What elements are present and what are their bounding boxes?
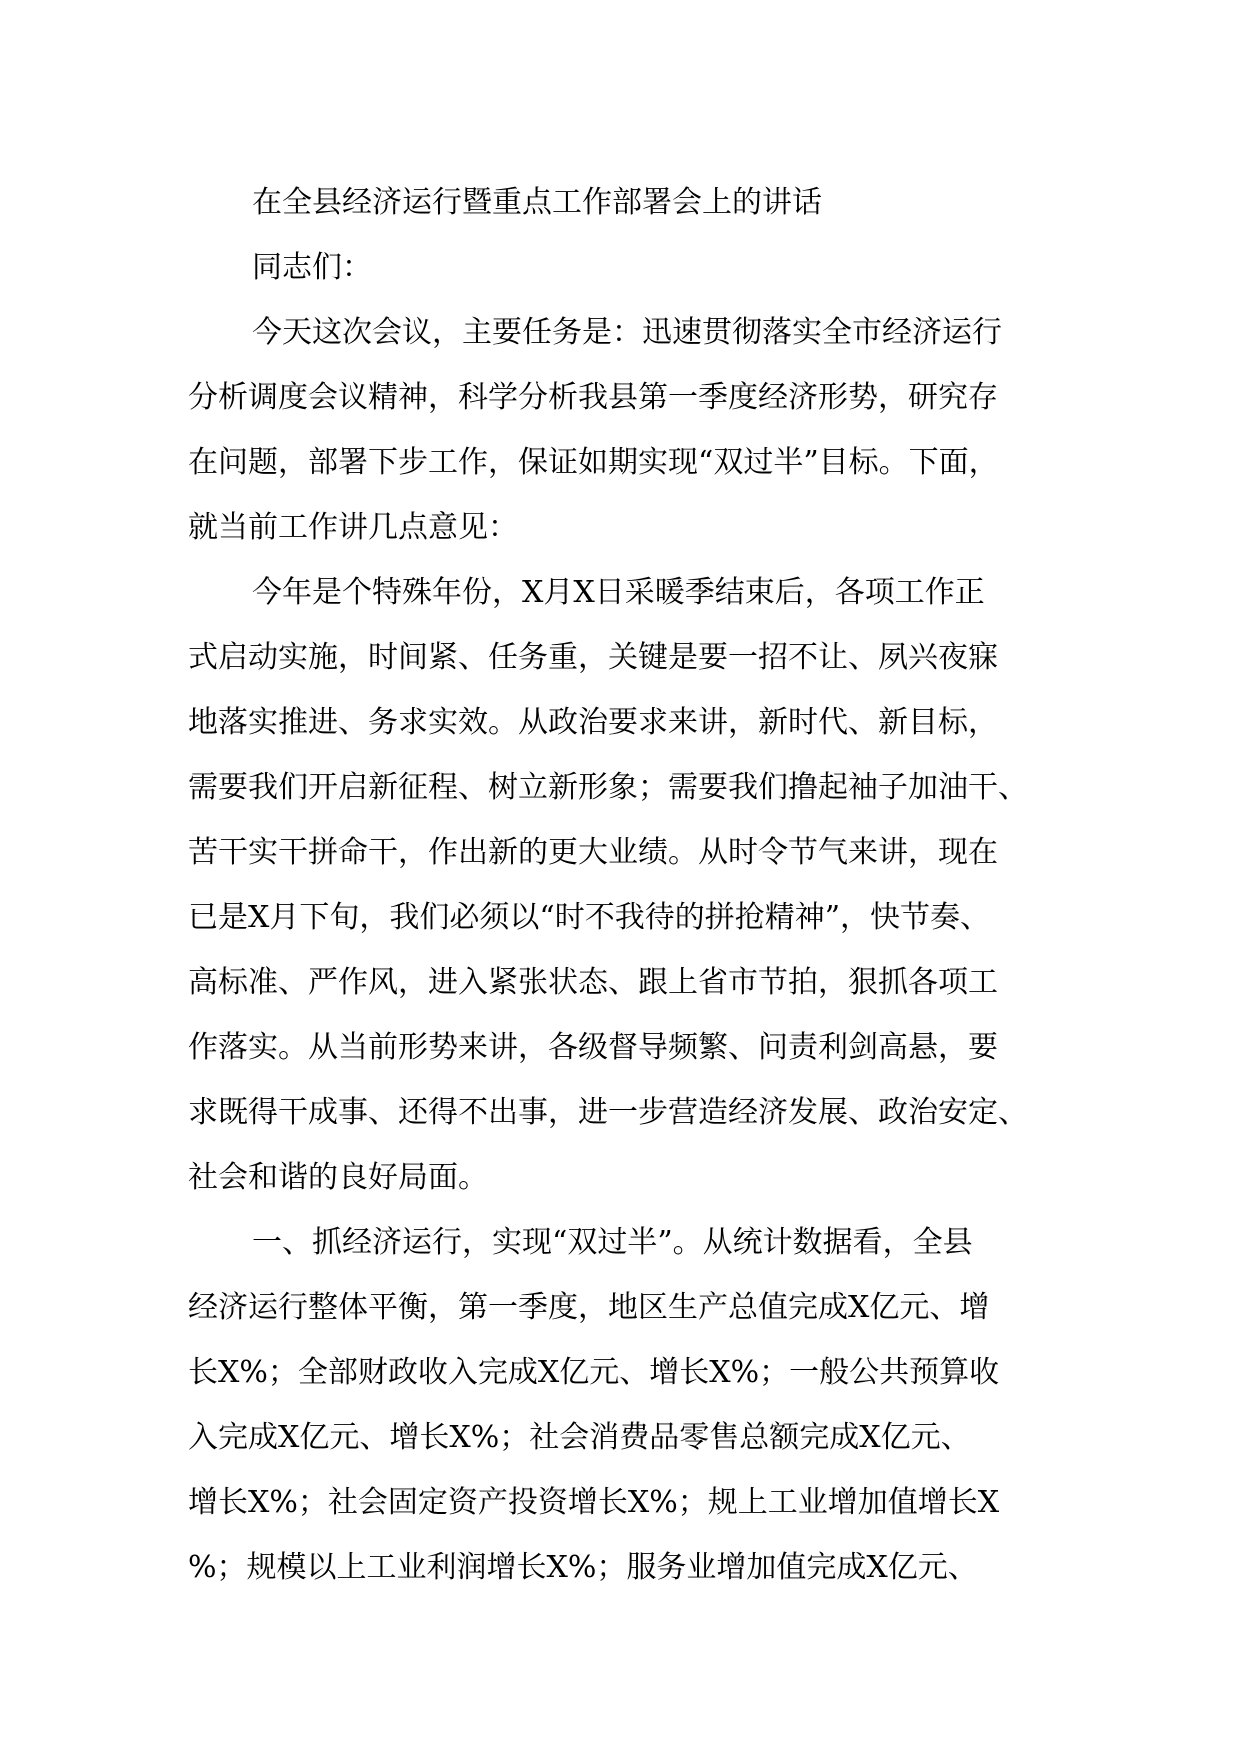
text-line: 式启动实施，时间紧、任务重，关键是要一招不让、夙兴夜寐: [188, 640, 998, 675]
text-line: %；规模以上工业利润增长X%；服务业增加值完成X亿元、: [188, 1550, 978, 1585]
text-line: 增长X%；社会固定资产投资增长X%；规上工业增加值增长X: [188, 1485, 1000, 1520]
text-line: 长X%；全部财政收入完成X亿元、增长X%；一般公共预算收: [188, 1355, 1000, 1390]
text-line: 作落实。从当前形势来讲，各级督导频繁、问责利剑高悬，要: [188, 1030, 998, 1065]
document-title: 在全县经济运行暨重点工作部署会上的讲话: [252, 185, 822, 220]
text-line: 需要我们开启新征程、树立新形象；需要我们撸起袖子加油干、: [188, 770, 1028, 805]
text-line: 高标准、严作风，进入紧张状态、跟上省市节拍，狠抓各项工: [188, 965, 998, 1000]
text-line: 今年是个特殊年份，X月X日采暖季结束后，各项工作正: [252, 575, 985, 610]
speech-text-block: [188, 170, 1088, 1600]
text-line: 分析调度会议精神，科学分析我县第一季度经济形势，研究存: [188, 380, 998, 415]
text-line: 就当前工作讲几点意见：: [188, 510, 518, 545]
text-line: 入完成X亿元、增长X%；社会消费品零售总额完成X亿元、: [188, 1420, 971, 1455]
text-line: 经济运行整体平衡，第一季度，地区生产总值完成X亿元、增: [188, 1290, 990, 1325]
text-line: 今天这次会议，主要任务是：迅速贯彻落实全市经济运行: [252, 315, 1002, 350]
text-line: 社会和谐的良好局面。: [188, 1160, 488, 1195]
section-heading-line: 一、抓经济运行，实现“双过半”。从统计数据看，全县: [252, 1225, 973, 1260]
text-line: 已是X月下旬，我们必须以“时不我待的拼抢精神”，快节奏、: [188, 900, 991, 935]
text-line: 苦干实干拼命干，作出新的更大业绩。从时令节气来讲，现在: [188, 835, 998, 870]
text-line: 在问题，部署下步工作，保证如期实现“双过半”目标。下面，: [188, 445, 999, 480]
text-line: 地落实推进、务求实效。从政治要求来讲，新时代、新目标，: [188, 705, 998, 740]
text-line: 求既得干成事、还得不出事，进一步营造经济发展、政治安定、: [188, 1095, 1028, 1130]
salutation: 同志们：: [252, 250, 372, 285]
